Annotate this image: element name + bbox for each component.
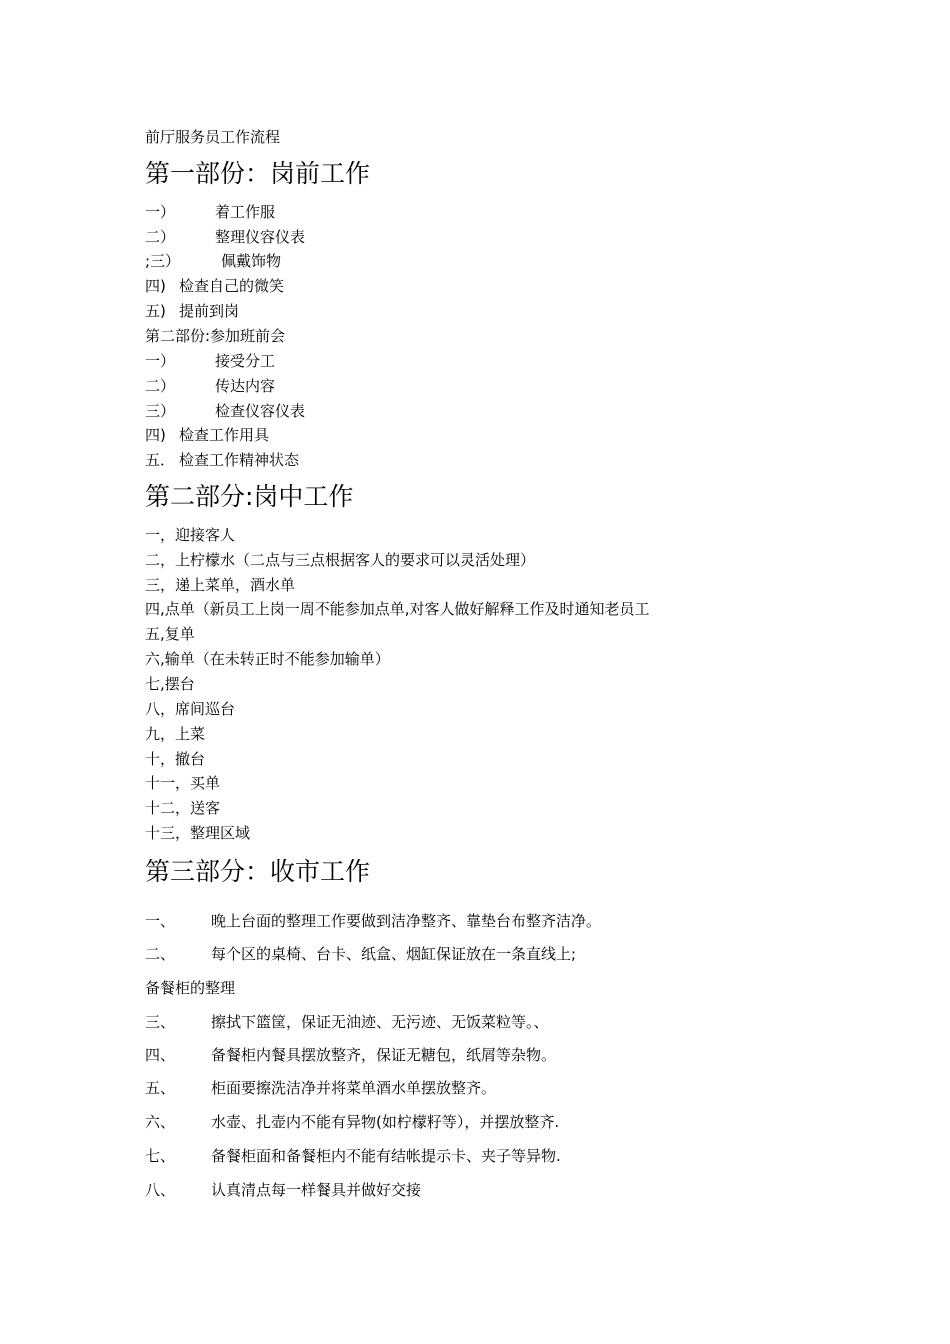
item-number: 二、 bbox=[145, 945, 176, 963]
item-text: 检查工作用具 bbox=[179, 426, 270, 444]
list-item bbox=[145, 227, 305, 247]
item-number: 四) bbox=[145, 426, 166, 444]
item-number: 一） bbox=[145, 352, 176, 370]
item-number: 一、 bbox=[145, 912, 176, 930]
list-item bbox=[145, 401, 305, 421]
list-item: 十一，买单 bbox=[145, 774, 221, 792]
list-item bbox=[145, 351, 275, 371]
list-item bbox=[145, 202, 275, 222]
list-item: 九，上菜 bbox=[145, 725, 206, 743]
item-number: 二） bbox=[145, 377, 176, 395]
item-text: 检查工作精神状态 bbox=[179, 451, 300, 469]
item-text: 每个区的桌椅、台卡、纸盒、烟缸保证放在一条直线上; bbox=[211, 945, 577, 963]
item-text: 检查仪容仪表 bbox=[215, 402, 306, 420]
item-text: 接受分工 bbox=[215, 352, 276, 370]
item-number: 一） bbox=[145, 203, 176, 221]
item-text: 检查自己的微笑 bbox=[179, 277, 285, 295]
list-item bbox=[145, 425, 269, 445]
item-text: 备餐柜内餐具摆放整齐，保证无糖包，纸屑等杂物。 bbox=[211, 1046, 557, 1064]
list-item: 三，递上菜单，酒水单 bbox=[145, 576, 296, 594]
list-item bbox=[145, 1146, 561, 1166]
list-item bbox=[145, 301, 239, 321]
list-item: 二，上柠檬水（二点与三点根据客人的要求可以灵活处理） bbox=[145, 551, 536, 569]
list-item: 七,摆台 bbox=[145, 675, 195, 693]
list-item bbox=[145, 376, 275, 396]
list-item bbox=[145, 944, 576, 964]
item-number: 三） bbox=[145, 402, 176, 420]
list-item bbox=[145, 1045, 556, 1065]
document-title: 前厅服务员工作流程 bbox=[145, 128, 281, 146]
list-item bbox=[145, 911, 601, 931]
list-item bbox=[145, 1078, 496, 1098]
item-number: 四) bbox=[145, 277, 166, 295]
part1b-heading: 第二部份:参加班前会 bbox=[145, 327, 286, 345]
item-number: 八、 bbox=[145, 1181, 176, 1199]
item-number: 五) bbox=[145, 302, 166, 320]
item-text: 整理仪容仪表 bbox=[215, 228, 306, 246]
list-item bbox=[145, 276, 284, 296]
item-number: 七、 bbox=[145, 1147, 176, 1165]
item-number: 五、 bbox=[145, 1079, 176, 1097]
list-item bbox=[145, 1012, 549, 1032]
item-number: 三、 bbox=[145, 1013, 176, 1031]
part3-heading: 第三部分：收市工作 bbox=[145, 857, 371, 886]
list-item bbox=[145, 1112, 559, 1132]
item-text: 晚上台面的整理工作要做到洁净整齐、靠垫台布整齐洁净。 bbox=[211, 912, 602, 930]
list-item bbox=[145, 251, 281, 271]
item-number: 五． bbox=[145, 451, 176, 469]
list-item: 十，撤台 bbox=[145, 750, 206, 768]
item-number: 六、 bbox=[145, 1113, 176, 1131]
item-text: 备餐柜面和备餐柜内不能有结帐提示卡、夹子等异物. bbox=[211, 1147, 561, 1165]
item-text: 擦拭下篮筐，保证无油迹、无污迹、无饭菜粒等。、 bbox=[211, 1013, 549, 1031]
list-item: 六,输单（在未转正时不能参加输单） bbox=[145, 650, 390, 668]
item-text: 认真清点每一样餐具并做好交接 bbox=[211, 1181, 422, 1199]
item-text: 传达内容 bbox=[215, 377, 276, 395]
item-text: 佩戴饰物 bbox=[221, 252, 282, 270]
list-item bbox=[145, 1180, 421, 1200]
item-number: 四、 bbox=[145, 1046, 176, 1064]
part1-heading: 第一部份：岗前工作 bbox=[145, 159, 371, 188]
list-item: 八，席间巡台 bbox=[145, 700, 236, 718]
list-item bbox=[145, 450, 299, 470]
list-item: 五,复单 bbox=[145, 625, 195, 643]
item-text: 柜面要擦洗洁净并将菜单酒水单摆放整齐。 bbox=[211, 1079, 497, 1097]
list-item: 十二，送客 bbox=[145, 799, 221, 817]
item-number: ;三） bbox=[145, 252, 181, 270]
subsection-label: 备餐柜的整理 bbox=[145, 979, 236, 997]
list-item: 十三，整理区域 bbox=[145, 824, 251, 842]
item-text: 提前到岗 bbox=[179, 302, 240, 320]
list-item: 四,点单（新员工上岗一周不能参加点单,对客人做好解释工作及时通知老员工 bbox=[145, 600, 650, 618]
list-item: 一，迎接客人 bbox=[145, 526, 236, 544]
item-number: 二） bbox=[145, 228, 176, 246]
part2-heading: 第二部分:岗中工作 bbox=[145, 482, 354, 511]
item-text: 水壶、扎壶内不能有异物(如柠檬籽等），并摆放整齐. bbox=[211, 1113, 560, 1131]
item-text: 着工作服 bbox=[215, 203, 276, 221]
